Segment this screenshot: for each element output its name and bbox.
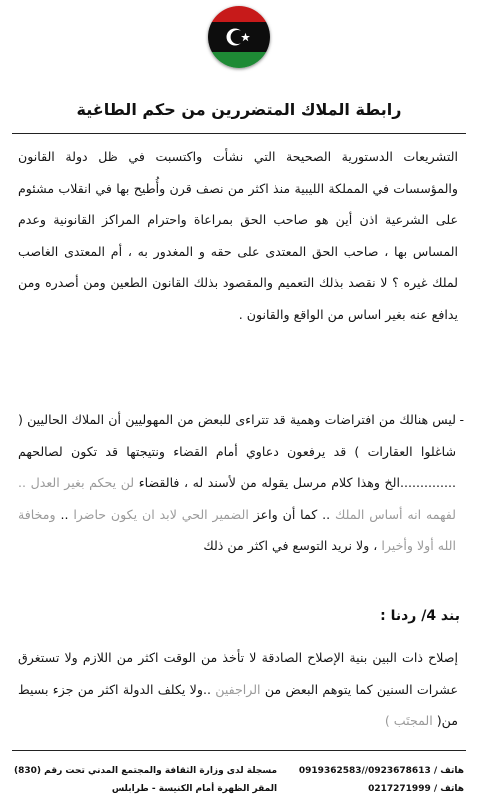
libya-flag-emblem: [208, 6, 270, 68]
footer-divider: [12, 750, 466, 751]
section-heading: بند 4/ ردنا :: [380, 608, 460, 624]
bullet-text: ليس هنالك من افتراضات وهمية قد تتراءى للبعض من المهوليين أن الملاك الحاليين ( شاغلوا العقارات ) قد يرفعون دعاوي أمام القضاء ونتيجتها قد تكون لصالحهم ..............الخ وهذا كلام مرسل يقوله من لأسند له ، فالقضاء: [18, 412, 456, 490]
bullet-text-2: .. كما أن واعز: [253, 506, 331, 522]
phone-label: هاتف /: [433, 784, 464, 794]
paragraph-1: التشريعات الدستورية الصحيحة التي نشأت واكتسبت في ظل دولة القانون والمؤسسات في المملكة الليبية منذ اكثر من نصف قرن وأُطيح بها في انقلاب مشئوم على الشرعية اذن أين هو صاحب الحق بمراعاة واحترام المراكز القانونية وعدم المساس بها ، صاحب الحق المعتدى على حقه و المغدور به ، أم المعتدى الغاصب لملك غيره ؟ لا نقصد بذلك التعميم والمقصود بذلك القانون الطعين ومن أصدره ومن يدافع عنه بغير اساس من الواقع والقانون .: [18, 149, 458, 322]
footer-registration-line: مسجلة لدى وزارة الثقافة والمجتمع المدني تحت رقم (830): [14, 766, 278, 776]
crescent-star-icon: [208, 6, 270, 68]
bullet-faded-text-3: ومخافة الله أولا وأخيرا: [18, 506, 456, 553]
paragraph-3-faded-text-2: المجتَب ): [384, 713, 433, 728]
bullet-text-4: ، ولا نريد التوسع في اكثر من ذلك: [203, 538, 378, 553]
footer-phones: [299, 762, 464, 798]
bullet-text-3: ..: [60, 506, 69, 522]
footer-phone-row-1: [299, 762, 464, 780]
bullet-faded-text-2: الضمير الحي لابد ان يكون حاضرا: [73, 506, 249, 522]
footer-registration: [14, 762, 277, 798]
paragraph-3-text-2: ..ولا يكلف الدولة اكثر من جزء بسيط من(: [18, 681, 458, 728]
page-title: رابطة الملاك المتضررين من حكم الطاغية: [76, 100, 402, 119]
paragraph-3-text: إصلاح ذات البين بنية الإصلاح الصادقة لا تأخذ من الوقت اكثر من اللازم ولا تستغرق عشرات السنين كما يتوهم البعض من: [18, 650, 458, 697]
bullet-dash: -: [459, 412, 464, 427]
footer-address-line: المقر الظهرة أمام الكنيسة - طرابلس: [111, 784, 278, 794]
paragraph-3: [18, 642, 458, 737]
bullet-faded-text-1: لن يحكم بغير العدل .. لفهمه انه أساس الملك: [18, 475, 457, 522]
header-divider: [12, 133, 466, 134]
phone-number: 0217271999: [368, 784, 431, 794]
footer-phone-row-2: [299, 780, 464, 798]
paragraph-3-faded-text: الراجفين: [215, 681, 261, 697]
phone-number: 0923678613//0919362583: [298, 766, 431, 776]
bullet-paragraph: [18, 404, 464, 562]
phone-label: هاتف /: [433, 766, 464, 776]
